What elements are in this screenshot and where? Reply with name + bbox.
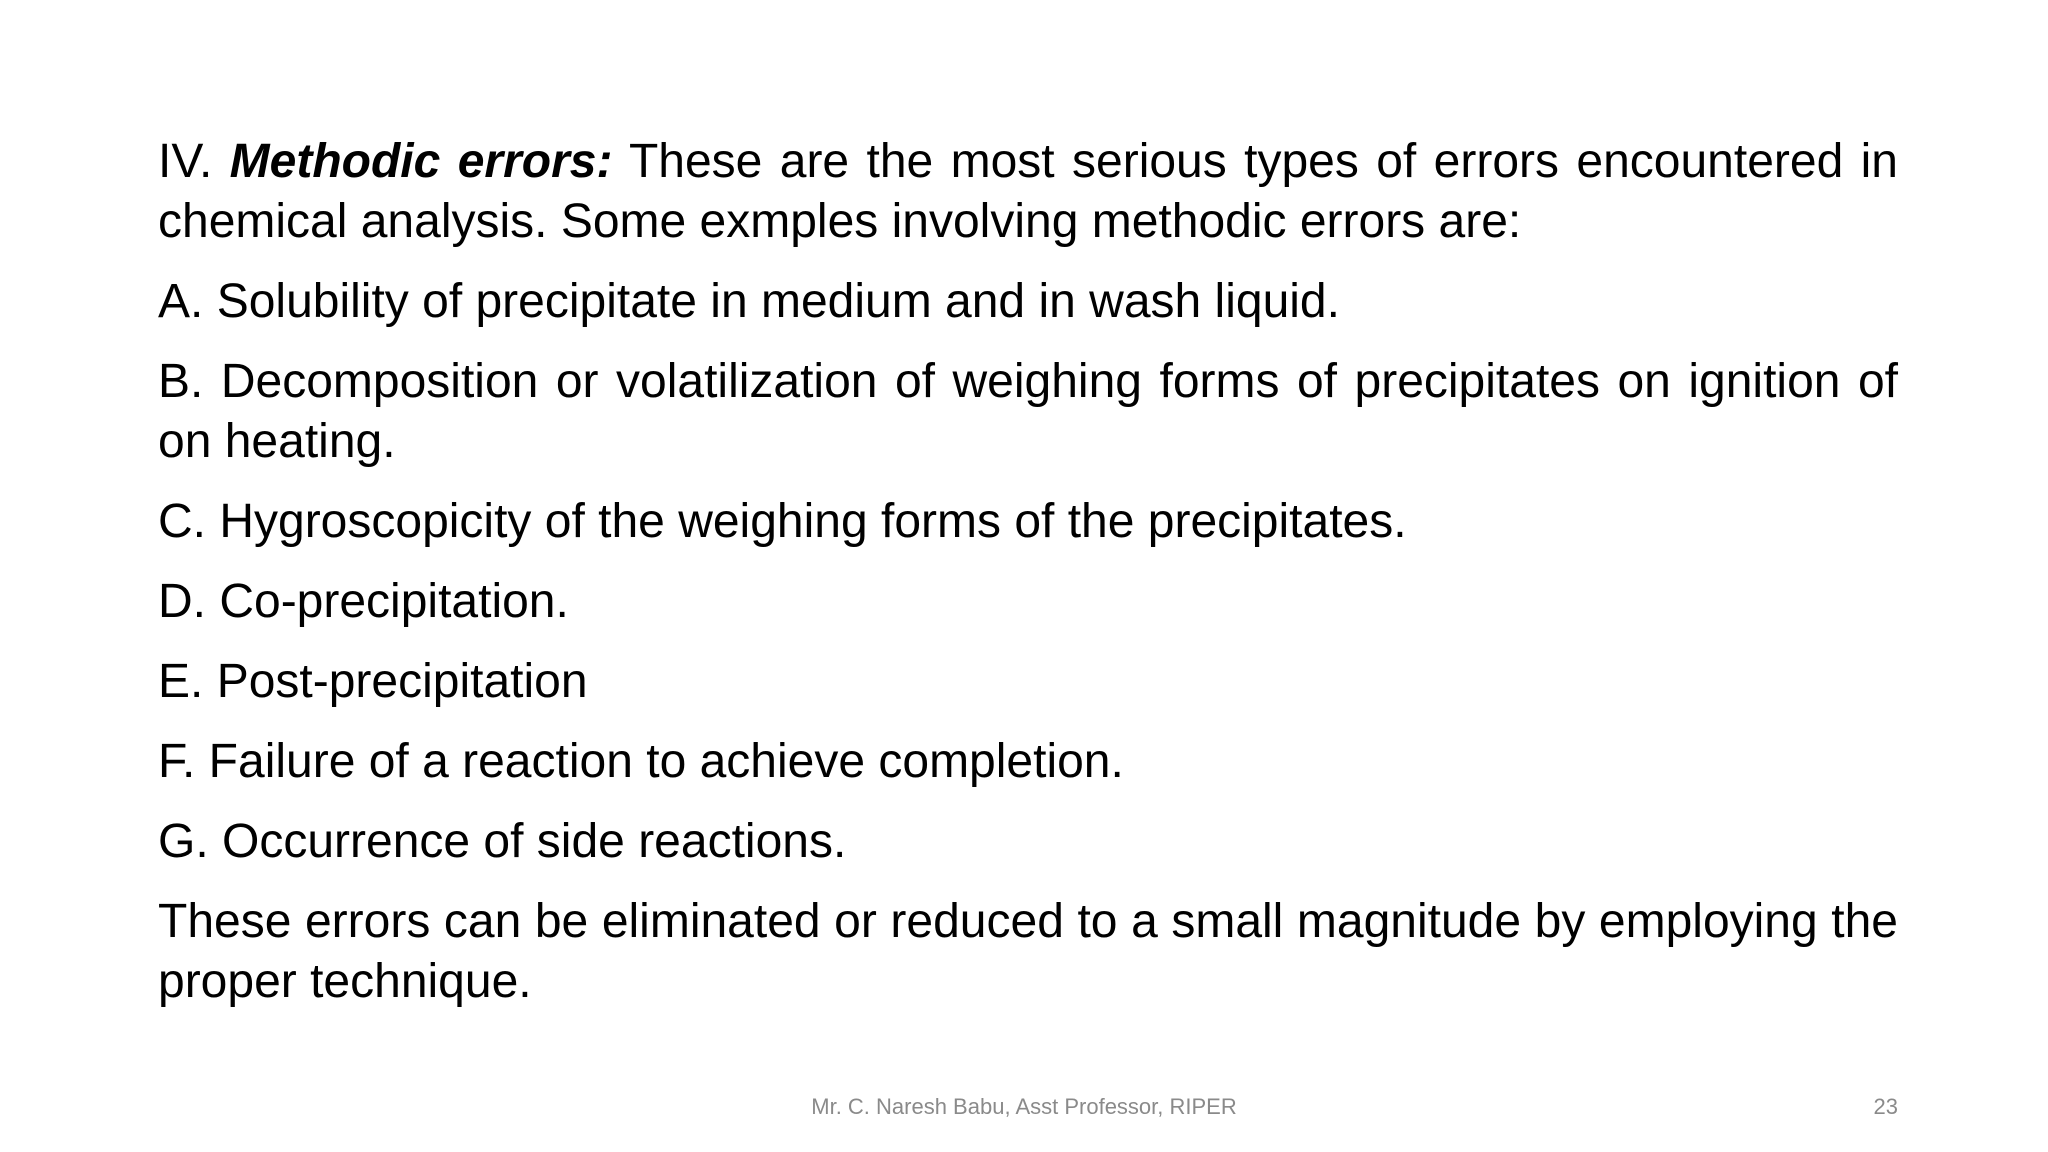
slide-body <box>158 132 1898 1012</box>
footer-author: Mr. C. Naresh Babu, Asst Professor, RIPER <box>811 1094 1237 1119</box>
intro-text: These are the most serious types of errors encountered in chemical analysis. Some exmples involving methodic errors are: <box>158 135 1899 248</box>
intro-lead-term: Methodic errors: <box>229 135 613 188</box>
list-item-d: D. Co-precipitation. <box>158 575 569 628</box>
intro-prefix: IV. <box>158 135 230 188</box>
list-item-a: A. Solubility of precipitate in medium and in wash liquid. <box>158 275 1340 328</box>
conclusion-paragraph: These errors can be eliminated or reduced to a small magnitude by employing the proper technique. <box>158 895 1898 1008</box>
list-item-g: G. Occurrence of side reactions. <box>158 815 847 868</box>
list-item-f: F. Failure of a reaction to achieve completion. <box>158 735 1124 788</box>
intro-paragraph <box>158 132 1898 252</box>
list-item-e: E. Post-precipitation <box>158 655 588 708</box>
page-number: 23 <box>1873 1094 1898 1119</box>
list-item-c: C. Hygroscopicity of the weighing forms of the precipitates. <box>158 495 1407 548</box>
list-item-b: B. Decomposition or volatilization of weighing forms of precipitates on ignition of on heating. <box>158 355 1898 468</box>
